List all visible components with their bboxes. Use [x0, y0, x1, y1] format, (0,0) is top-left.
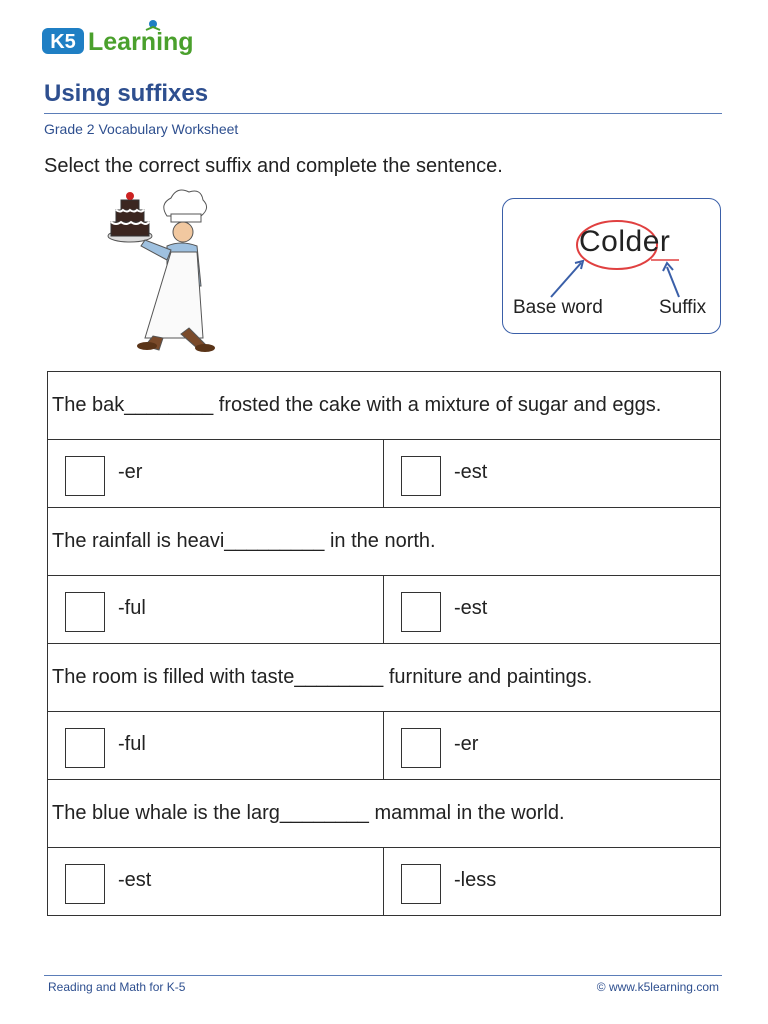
options-row: [48, 576, 721, 644]
option-label: -est: [118, 869, 152, 891]
option-checkbox[interactable]: [401, 456, 441, 496]
option-checkbox[interactable]: [65, 728, 105, 768]
option-label: -est: [454, 597, 488, 619]
page-subtitle: Grade 2 Vocabulary Worksheet: [44, 121, 239, 137]
option-checkbox[interactable]: [401, 592, 441, 632]
options-row: [48, 440, 721, 508]
option-checkbox[interactable]: [65, 456, 105, 496]
logo-badge-text: K5: [50, 31, 76, 53]
option-cell[interactable]: [384, 440, 721, 508]
options-row: [48, 848, 721, 916]
option-label: -ful: [118, 597, 146, 619]
option-label: -ful: [118, 733, 146, 755]
option-label: -er: [118, 461, 143, 483]
option-cell[interactable]: [384, 576, 721, 644]
k5-learning-logo: [42, 18, 212, 58]
option-checkbox[interactable]: [401, 864, 441, 904]
question-row: [48, 508, 721, 576]
question-row: [48, 780, 721, 848]
option-cell[interactable]: [48, 848, 384, 916]
option-checkbox[interactable]: [65, 592, 105, 632]
instructions: Select the correct suffix and complete the sentence.: [44, 155, 503, 177]
question-sentence: The rainfall is heavi_________ in the north.: [48, 508, 721, 576]
options-row: [48, 712, 721, 780]
option-cell[interactable]: [48, 576, 384, 644]
footer-divider: [44, 975, 722, 976]
suffix-arrow: [667, 267, 679, 297]
chef-illustration: [105, 188, 235, 358]
option-cell[interactable]: [48, 712, 384, 780]
question-sentence: The room is filled with taste________ furniture and paintings.: [48, 644, 721, 712]
option-cell[interactable]: [384, 712, 721, 780]
base-word-arrow: [551, 263, 581, 297]
option-checkbox[interactable]: [65, 864, 105, 904]
suffix-example-box: [502, 198, 721, 334]
example-word: Colder: [579, 225, 671, 258]
option-cell[interactable]: [48, 440, 384, 508]
page-title: Using suffixes: [44, 80, 209, 107]
question-sentence: The bak________ frosted the cake with a mixture of sugar and eggs.: [48, 372, 721, 440]
question-row: [48, 644, 721, 712]
option-label: -less: [454, 869, 497, 891]
footer-tagline: Reading and Math for K-5: [48, 980, 186, 994]
question-row: [48, 372, 721, 440]
question-sentence: The blue whale is the larg________ mammal in the world.: [48, 780, 721, 848]
footer-website-link[interactable]: © www.k5learning.com: [596, 980, 719, 994]
suffix-label: Suffix: [659, 297, 707, 318]
questions-table: [47, 371, 721, 916]
option-cell[interactable]: [384, 848, 721, 916]
base-word-label: Base word: [513, 297, 603, 318]
option-checkbox[interactable]: [401, 728, 441, 768]
option-label: -est: [454, 461, 488, 483]
logo-word: Learning: [88, 28, 194, 56]
header-divider: [44, 113, 722, 114]
option-label: -er: [454, 733, 479, 755]
